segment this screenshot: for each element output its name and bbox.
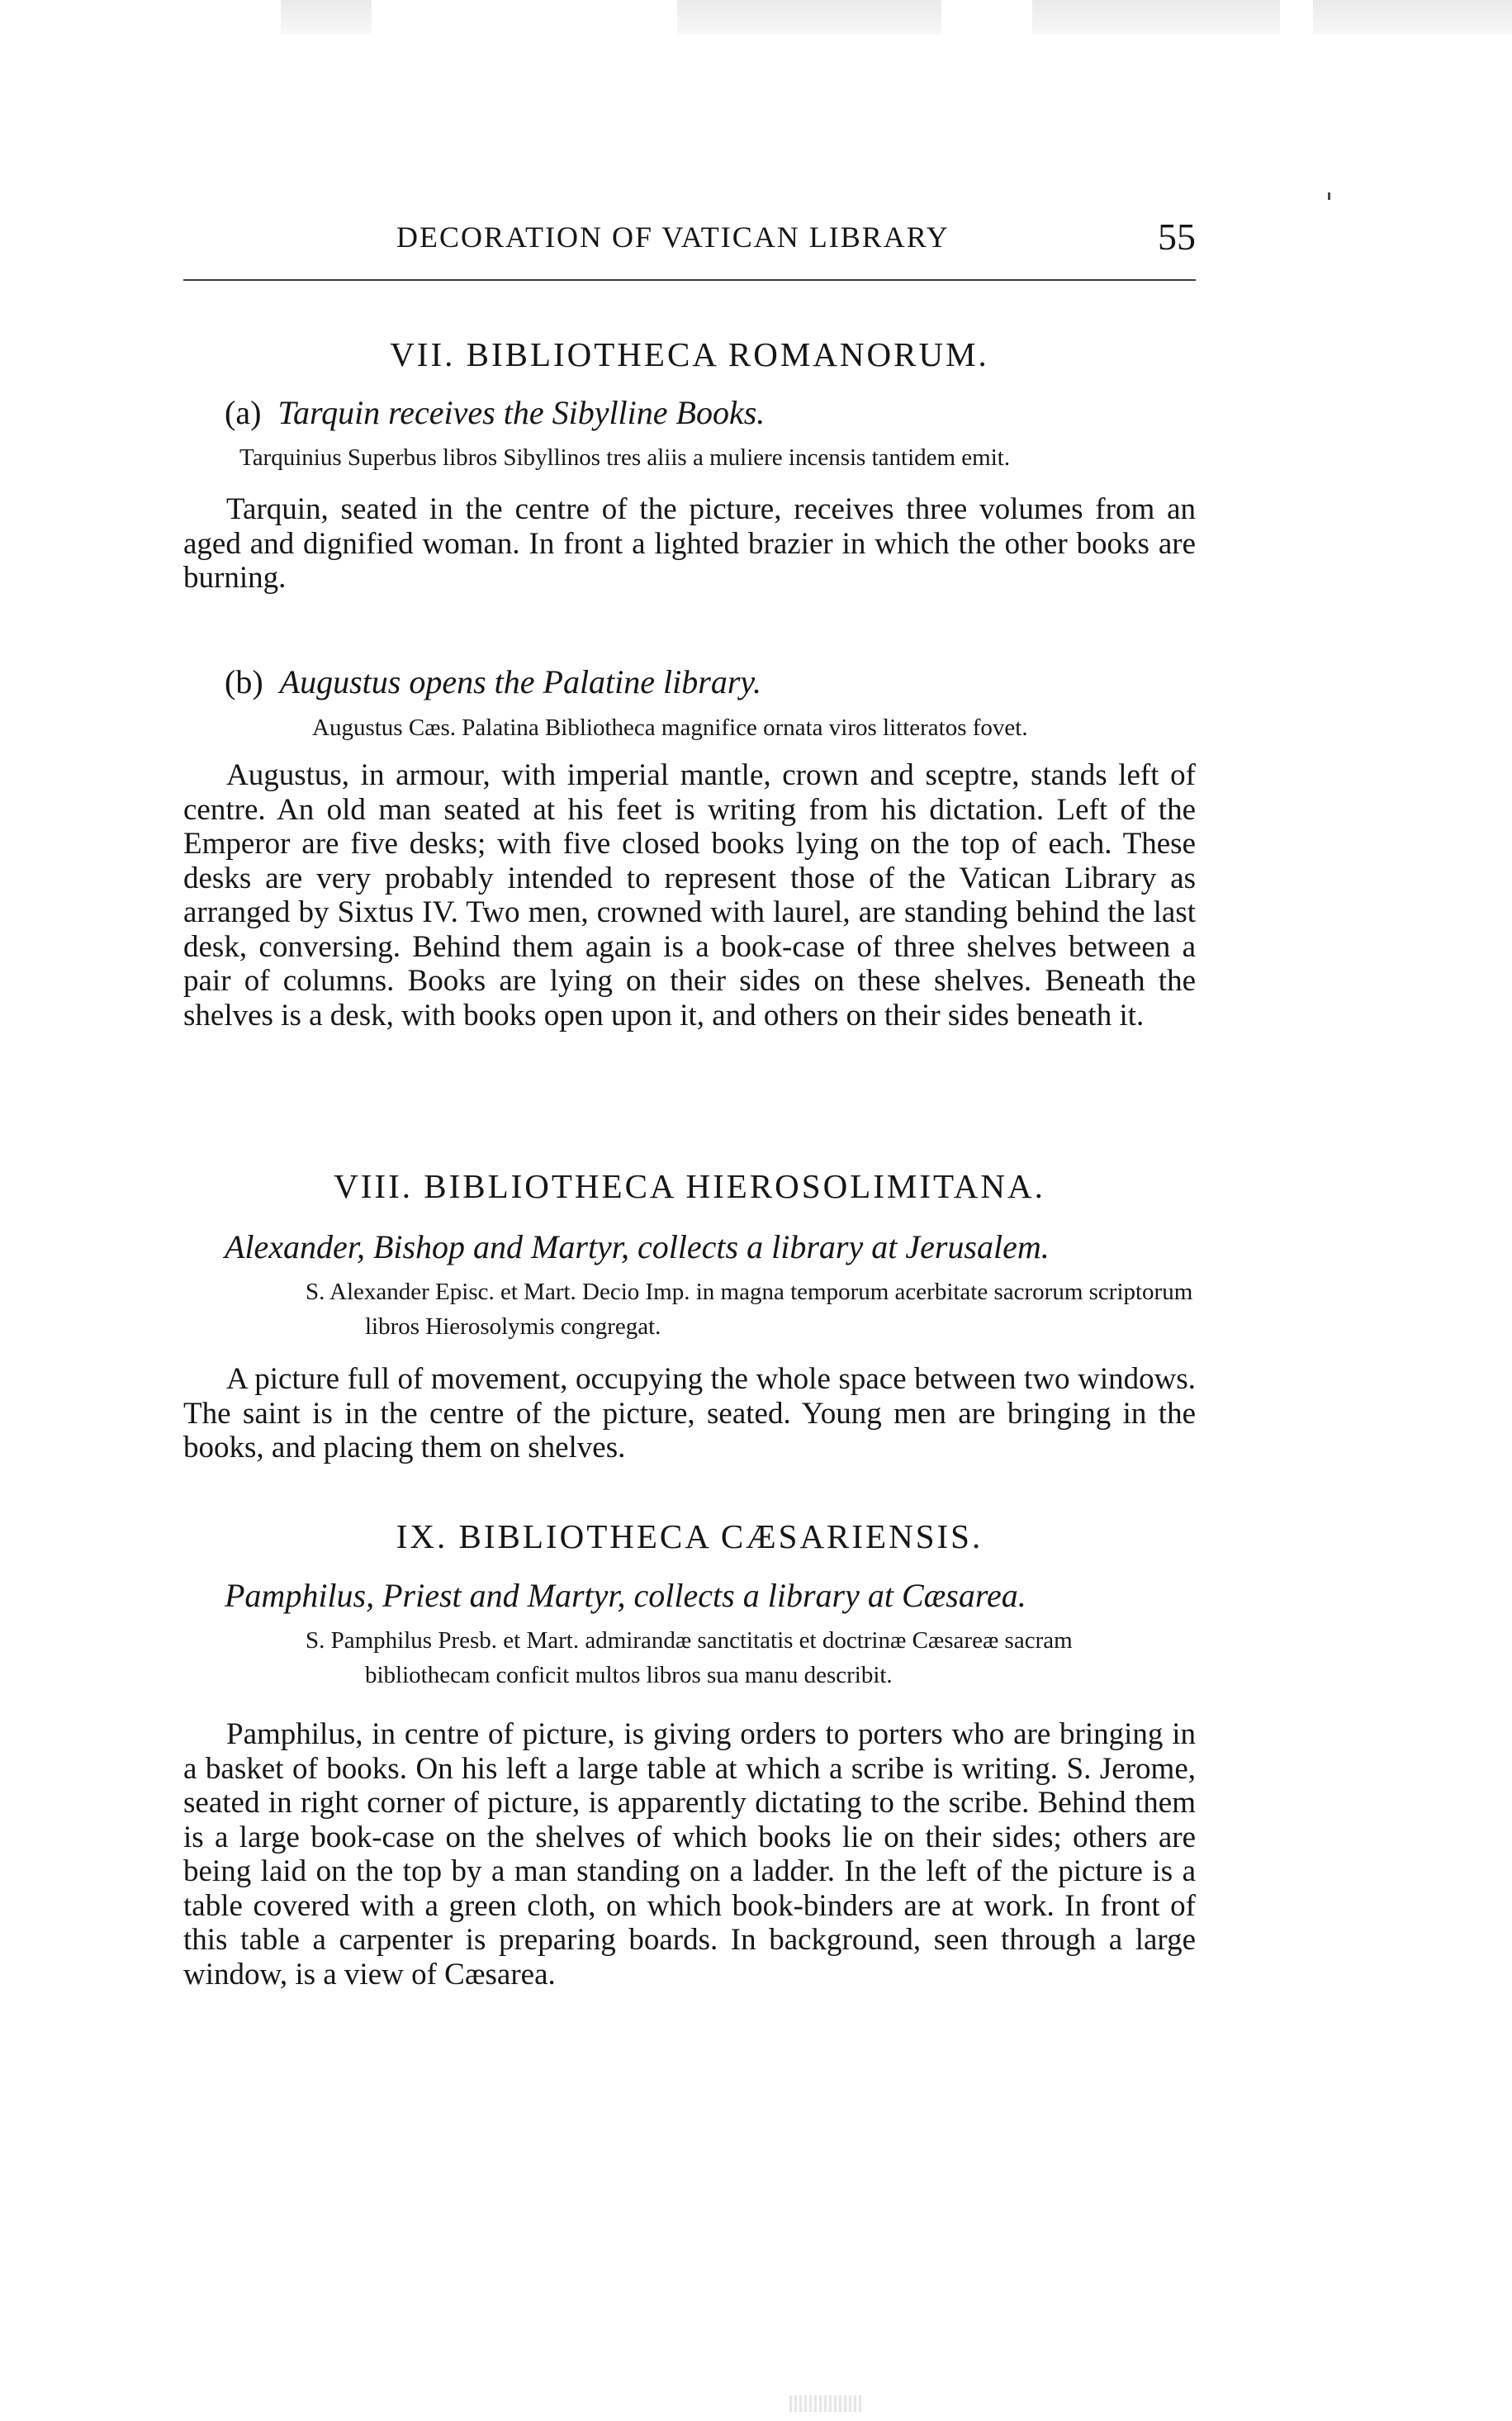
section-vii	[183, 335, 1196, 374]
latin-inscription: S. Alexander Episc. et Mart. Decio Imp. in magna temporum acerbitate sacrorum scriptorum libros Hierosolymis congregat.	[306, 1279, 1193, 1340]
subsection-b	[183, 662, 1196, 1032]
section-viii	[183, 1166, 1196, 1465]
latin-inscription: S. Pamphilus Presb. et Mart. admirandæ sanctitatis et doctrinæ Cæsareæ sacram bibliothecam conficit multos libros sua manu describit.	[306, 1627, 1073, 1688]
section-title: Alexander, Bishop and Martyr, collects a library at Jerusalem.	[225, 1228, 1050, 1265]
description-paragraph: A picture full of movement, occupying the whole space between two windows. The saint is in the centre of the picture, seated. Young men are bringing in the books, and placing them on shelves.	[183, 1362, 1196, 1464]
subsection-a	[183, 393, 1196, 596]
section-heading: VII. BIBLIOTHECA ROMANORUM.	[390, 335, 989, 373]
subsection-label: (b)	[225, 663, 263, 700]
scan-artifact	[789, 2395, 864, 2412]
subsection-title-text: Augustus opens the Palatine library.	[279, 663, 761, 700]
section-title: Pamphilus, Priest and Martyr, collects a library at Cæsarea.	[225, 1577, 1026, 1614]
scan-artifact	[1032, 0, 1280, 35]
latin-inscription: Tarquinius Superbus libros Sibyllinos tres aliis a muliere incensis tantidem emit.	[239, 444, 1011, 471]
latin-inscription: Augustus Cæs. Palatina Bibliotheca magnifice ornata viros litteratos fovet.	[312, 714, 1028, 741]
scan-artifact	[677, 0, 941, 35]
scan-mark-tick	[1328, 192, 1330, 200]
description-paragraph: Pamphilus, in centre of picture, is giving orders to porters who are bringing in a basket of books. On his left a large table at which a scribe is writing. S. Jerome, seated in right corner of picture, is apparently dictating to the scribe. Behind them is a large book-case on the shelves of which books lie on their sides; others are being laid on the top by a man standing on a ladder. In the left of the picture is a table covered with a green cloth, on which book-binders are at work. In front of this table a carpenter is preparing boards. In background, seen through a large window, is a view of Cæsarea.	[183, 1717, 1196, 1991]
scan-artifact	[281, 0, 372, 35]
section-ix	[183, 1517, 1196, 1991]
header-rule	[183, 279, 1196, 281]
section-heading: IX. BIBLIOTHECA CÆSARIENSIS.	[396, 1517, 984, 1555]
description-paragraph: Augustus, in armour, with imperial mantle, crown and sceptre, stands left of centre. An old man seated at his feet is writing from his dictation. Left of the Emperor are five desks; with five closed books lying on the top of each. These desks are very probably intended to represent those of the Vatican Library as arranged by Sixtus IV. Two men, crowned with laurel, are standing behind the last desk, conversing. Behind them again is a book-case of three shelves between a pair of columns. Books are lying on their sides on these shelves. Beneath the shelves is a desk, with books open upon it, and others on their sides beneath it.	[183, 758, 1196, 1032]
page-number: 55	[1158, 216, 1196, 258]
subsection-title	[183, 662, 1196, 701]
subsection-title-text: Tarquin receives the Sibylline Books.	[277, 394, 765, 431]
description-paragraph: Tarquin, seated in the centre of the picture, receives three volumes from an aged and dignified woman. In front a lighted brazier in which the other books are burning.	[183, 492, 1196, 595]
running-head: DECORATION OF VATICAN LIBRARY	[396, 221, 950, 254]
scan-artifact	[1313, 0, 1512, 35]
subsection-label: (a)	[225, 394, 262, 431]
page-header	[183, 216, 1196, 261]
subsection-title	[183, 393, 1196, 432]
section-heading: VIII. BIBLIOTHECA HIEROSOLIMITANA.	[334, 1167, 1045, 1205]
